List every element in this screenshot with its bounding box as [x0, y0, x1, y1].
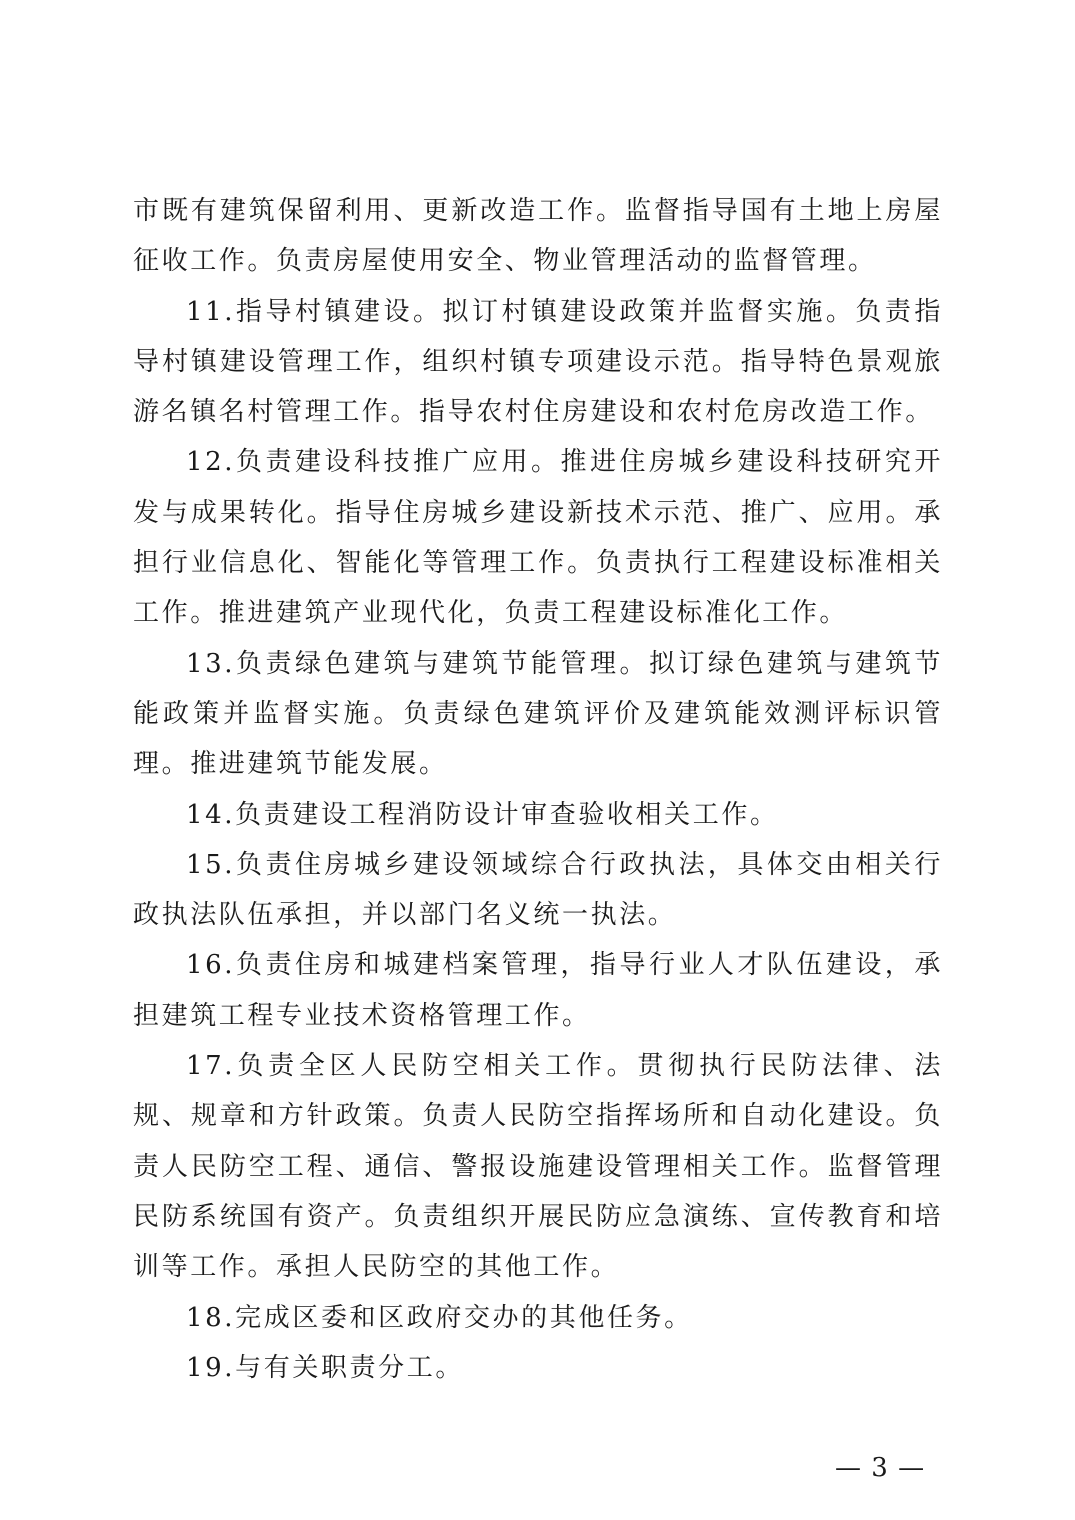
paragraph-item-18: 18.完成区委和区政府交办的其他任务。	[186, 1302, 693, 1333]
paragraph-item-11: 11.指导村镇建设。拟订村镇建设政策并监督实施。负责指导村镇建设管理工作，组织村镇专项建设示范。指导特色景观旅游名镇名村管理工作。指导农村住房建设和农村危房改造工作。	[133, 296, 943, 428]
paragraph-item-14: 14.负责建设工程消防设计审查验收相关工作。	[186, 799, 779, 830]
paragraph-continuation: 市既有建筑保留利用、更新改造工作。监督指导国有土地上房屋征收工作。负责房屋使用安全、物业管理活动的监督管理。	[133, 196, 943, 277]
paragraph-item-12: 12.负责建设科技推广应用。推进住房城乡建设科技研究开发与成果转化。指导住房城乡建设新技术示范、推广、应用。承担行业信息化、智能化等管理工作。负责执行工程建设标准相关工作。推进建筑产业现代化，负责工程建设标准化工作。	[133, 447, 943, 629]
paragraph-item-19: 19.与有关职责分工。	[186, 1352, 464, 1383]
document-body	[133, 186, 943, 1393]
paragraph-item-17: 17.负责全区人民防空相关工作。贯彻执行民防法律、法规、规章和方针政策。负责人民防空指挥场所和自动化建设。负责人民防空工程、通信、警报设施建设管理相关工作。监督管理民防系统国有资产。负责组织开展民防应急演练、宣传教育和培训等工作。承担人民防空的其他工作。	[133, 1051, 943, 1283]
paragraph-item-15: 15.负责住房城乡建设领域综合行政执法，具体交由相关行政执法队伍承担，并以部门名义统一执法。	[133, 849, 943, 931]
paragraph-item-16: 16.负责住房和城建档案管理，指导行业人才队伍建设，承担建筑工程专业技术资格管理工作。	[133, 950, 943, 1031]
paragraph-item-13: 13.负责绿色建筑与建筑节能管理。拟订绿色建筑与建筑节能政策并监督实施。负责绿色建筑评价及建筑能效测评标识管理。推进建筑节能发展。	[133, 648, 943, 780]
page-number: — 3 —	[835, 1453, 926, 1483]
